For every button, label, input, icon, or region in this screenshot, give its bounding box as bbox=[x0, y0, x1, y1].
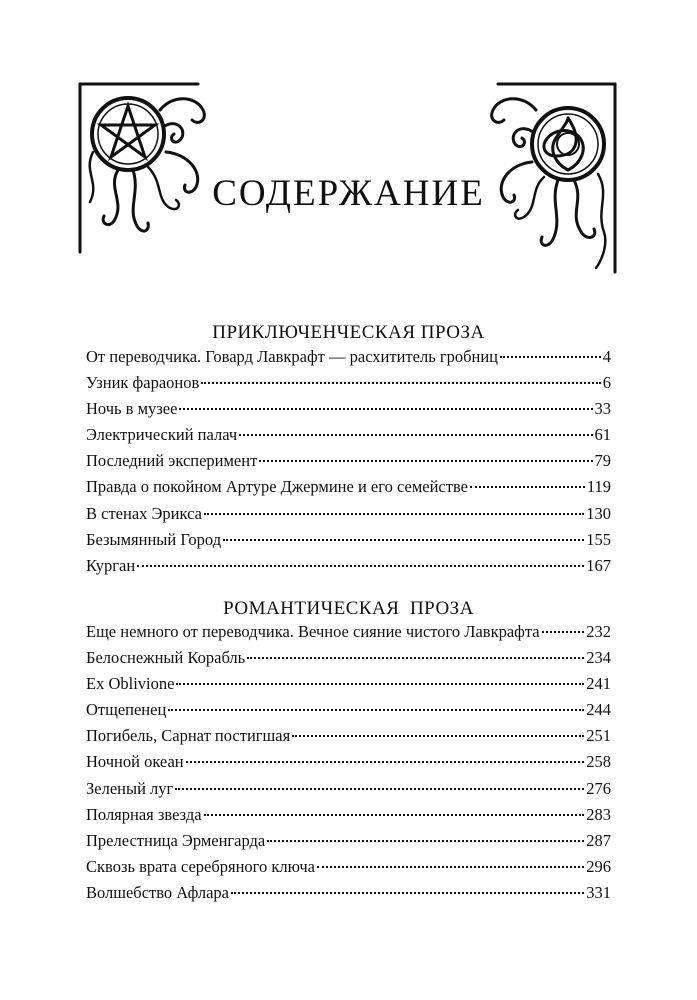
toc-leader-dots bbox=[231, 892, 584, 894]
toc-entry-title: Безымянный Город bbox=[86, 529, 222, 549]
toc-entry-page: 276 bbox=[586, 778, 611, 798]
section-heading: ПРИКЛЮЧЕНЧЕСКАЯ ПРОЗА bbox=[212, 322, 485, 343]
toc-entry-title: От переводчика. Говард Лавкрафт — расхититель гробниц bbox=[86, 347, 499, 366]
toc-entry-page: 244 bbox=[586, 700, 611, 720]
toc-entry-title: Еще немного от переводчика. Вечное сияние чистого Лавкрафта bbox=[86, 622, 540, 641]
toc-leader-dots bbox=[223, 539, 584, 541]
toc-list bbox=[86, 622, 611, 909]
toc-entry-title: Отщепенец bbox=[86, 700, 167, 720]
toc-entry-page: 155 bbox=[586, 529, 611, 549]
toc-entry bbox=[86, 556, 611, 582]
toc-entry-title: Ex Oblivione bbox=[86, 674, 175, 694]
toc-entry-title: Прелестница Эрменгарда bbox=[86, 830, 266, 850]
page-title: СОДЕРЖАНИЕ bbox=[212, 173, 485, 214]
toc-entry-page: 167 bbox=[586, 555, 611, 575]
toc-entry bbox=[86, 477, 611, 503]
toc-entry bbox=[86, 373, 611, 399]
toc-leader-dots bbox=[292, 735, 584, 737]
toc-entry-title: Зеленый луг bbox=[86, 778, 174, 798]
toc-entry bbox=[86, 451, 611, 477]
toc-entry bbox=[86, 622, 611, 648]
toc-entry bbox=[86, 347, 611, 373]
toc-entry bbox=[86, 805, 611, 831]
toc-list bbox=[86, 347, 611, 582]
toc-entry-page: 234 bbox=[586, 648, 611, 668]
toc-leader-dots bbox=[204, 513, 584, 515]
toc-entry bbox=[86, 752, 611, 778]
toc-entry-title: Волшебство Афлара bbox=[86, 882, 229, 902]
pentagram-icon bbox=[78, 82, 218, 257]
toc-entry bbox=[86, 530, 611, 556]
toc-entry bbox=[86, 425, 611, 451]
toc-leader-dots bbox=[179, 408, 592, 410]
toc-entry-page: 251 bbox=[586, 726, 611, 746]
toc-entry-title: Электрический палач bbox=[86, 425, 238, 445]
toc-entry-page: 119 bbox=[586, 477, 611, 497]
toc-entry-page: 4 bbox=[602, 347, 611, 366]
toc-leader-dots bbox=[175, 788, 584, 790]
toc-leader-dots bbox=[500, 356, 601, 358]
toc-entry-title: Курган bbox=[86, 555, 136, 575]
toc-entry bbox=[86, 857, 611, 883]
toc-entry-title: Последний эксперимент bbox=[86, 451, 258, 471]
toc-entry-page: 6 bbox=[602, 373, 611, 393]
toc-entry-title: Ночь в музее bbox=[86, 399, 178, 419]
toc-leader-dots bbox=[201, 382, 600, 384]
toc-entry-page: 232 bbox=[586, 622, 611, 641]
toc-entry-title: Ночной океан bbox=[86, 752, 184, 772]
toc-entry-title: В стенах Эрикса bbox=[86, 503, 202, 523]
toc-entry bbox=[86, 779, 611, 805]
toc-leader-dots bbox=[542, 631, 585, 633]
toc-leader-dots bbox=[204, 814, 585, 816]
toc-entry bbox=[86, 674, 611, 700]
toc-entry-title: Погибель, Сарнат постигшая bbox=[86, 726, 291, 746]
toc-entry-page: 296 bbox=[586, 856, 611, 876]
toc-entry-title: Полярная звезда bbox=[86, 804, 202, 824]
toc-leader-dots bbox=[267, 840, 584, 842]
toc-leader-dots bbox=[239, 434, 592, 436]
toc-leader-dots bbox=[168, 709, 584, 711]
toc-entry bbox=[86, 726, 611, 752]
toc-entry-page: 331 bbox=[586, 882, 611, 902]
toc-entry-title: Сквозь врата серебряного ключа bbox=[86, 856, 315, 876]
toc-entry bbox=[86, 504, 611, 530]
toc-leader-dots bbox=[137, 565, 584, 567]
toc-entry-page: 287 bbox=[586, 830, 611, 850]
toc-entry-page: 258 bbox=[586, 752, 611, 772]
toc-leader-dots bbox=[259, 460, 592, 462]
toc-entry bbox=[86, 883, 611, 909]
toc-leader-dots bbox=[317, 866, 584, 868]
section-heading: РОМАНТИЧЕСКАЯ ПРОЗА bbox=[223, 598, 474, 619]
toc-entry-page: 283 bbox=[586, 804, 611, 824]
toc-entry-page: 61 bbox=[594, 425, 611, 445]
toc-leader-dots bbox=[186, 761, 585, 763]
toc-entry-page: 33 bbox=[594, 399, 611, 419]
toc-entry bbox=[86, 648, 611, 674]
toc-leader-dots bbox=[247, 657, 584, 659]
toc-leader-dots bbox=[176, 683, 584, 685]
toc-entry-title: Белоснежный Корабль bbox=[86, 648, 246, 668]
toc-entry bbox=[86, 831, 611, 857]
toc-entry-page: 130 bbox=[586, 503, 611, 523]
toc-entry-title: Правда о покойном Артуре Джермине и его семействе bbox=[86, 477, 468, 497]
toc-entry-page: 241 bbox=[586, 674, 611, 694]
toc-entry-page: 79 bbox=[594, 451, 611, 471]
toc-entry bbox=[86, 399, 611, 425]
toc-entry bbox=[86, 700, 611, 726]
toc-leader-dots bbox=[470, 486, 585, 488]
toc-entry-title: Узник фараонов bbox=[86, 373, 200, 393]
